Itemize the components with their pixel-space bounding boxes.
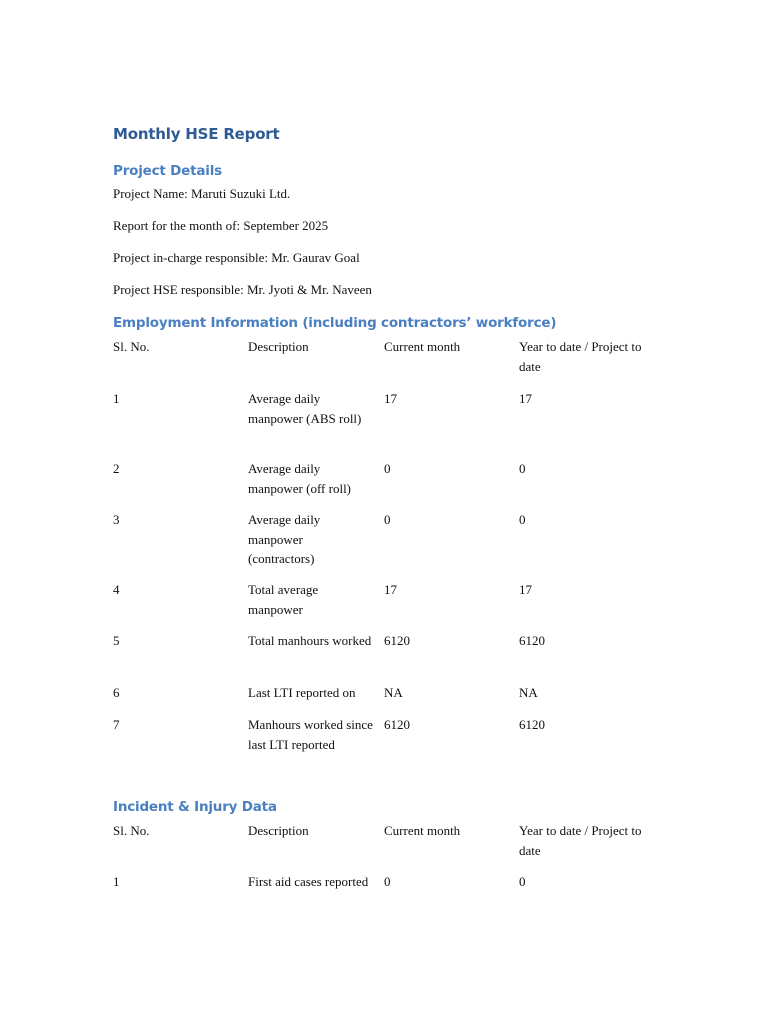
- description-cell: Last LTI reported on: [248, 685, 356, 700]
- current-month-cell: 0: [384, 512, 391, 527]
- sl-no-cell: 2: [113, 461, 120, 476]
- year-to-date-cell: NA: [519, 685, 538, 700]
- description-cell: Total average manpower: [248, 582, 319, 617]
- current-month-cell: 6120: [384, 717, 410, 732]
- project-name-line: Project Name: Maruti Suzuki Ltd.: [113, 186, 291, 201]
- project-hse-line: Project HSE responsible: Mr. Jyoti & Mr. Naveen: [113, 282, 372, 297]
- sl-no-cell: 1: [113, 391, 120, 406]
- description-cell: Manhours worked since last LTI reported: [248, 717, 373, 752]
- header-year-to-date: Year to date / Project to date: [519, 339, 642, 374]
- header-sl-no: Sl. No.: [113, 823, 150, 838]
- description-cell: Average daily manpower (contractors): [248, 512, 321, 566]
- header-description: Description: [248, 823, 309, 838]
- header-current-month: Current month: [384, 823, 461, 838]
- project-details-heading: Project Details: [113, 163, 222, 179]
- current-month-cell: 6120: [384, 633, 410, 648]
- year-to-date-cell: 6120: [519, 633, 545, 648]
- year-to-date-cell: 6120: [519, 717, 545, 732]
- current-month-cell: 17: [384, 582, 397, 597]
- sl-no-cell: 3: [113, 512, 120, 527]
- header-year-to-date: Year to date / Project to date: [519, 823, 642, 858]
- description-cell: Total manhours worked: [248, 633, 372, 648]
- year-to-date-cell: 17: [519, 391, 532, 406]
- current-month-cell: 0: [384, 461, 391, 476]
- description-cell: Average daily manpower (ABS roll): [248, 391, 362, 426]
- employment-heading: Employment Information (including contractors’ workforce): [113, 315, 557, 331]
- sl-no-cell: 7: [113, 717, 120, 732]
- sl-no-cell: 6: [113, 685, 120, 700]
- description-cell: First aid cases reported: [248, 874, 369, 889]
- project-incharge-line: Project in-charge responsible: Mr. Gaurav Goal: [113, 250, 360, 265]
- year-to-date-cell: 0: [519, 461, 526, 476]
- year-to-date-cell: 17: [519, 582, 532, 597]
- header-sl-no: Sl. No.: [113, 339, 150, 354]
- report-title: Monthly HSE Report: [113, 125, 280, 143]
- sl-no-cell: 5: [113, 633, 120, 648]
- current-month-cell: 0: [384, 874, 391, 889]
- current-month-cell: NA: [384, 685, 403, 700]
- sl-no-cell: 4: [113, 582, 120, 597]
- current-month-cell: 17: [384, 391, 397, 406]
- sl-no-cell: 1: [113, 874, 120, 889]
- report-month-line: Report for the month of: September 2025: [113, 218, 329, 233]
- year-to-date-cell: 0: [519, 874, 526, 889]
- incident-heading: Incident & Injury Data: [113, 799, 277, 815]
- header-description: Description: [248, 339, 309, 354]
- description-cell: Average daily manpower (off roll): [248, 461, 352, 496]
- year-to-date-cell: 0: [519, 512, 526, 527]
- header-current-month: Current month: [384, 339, 461, 354]
